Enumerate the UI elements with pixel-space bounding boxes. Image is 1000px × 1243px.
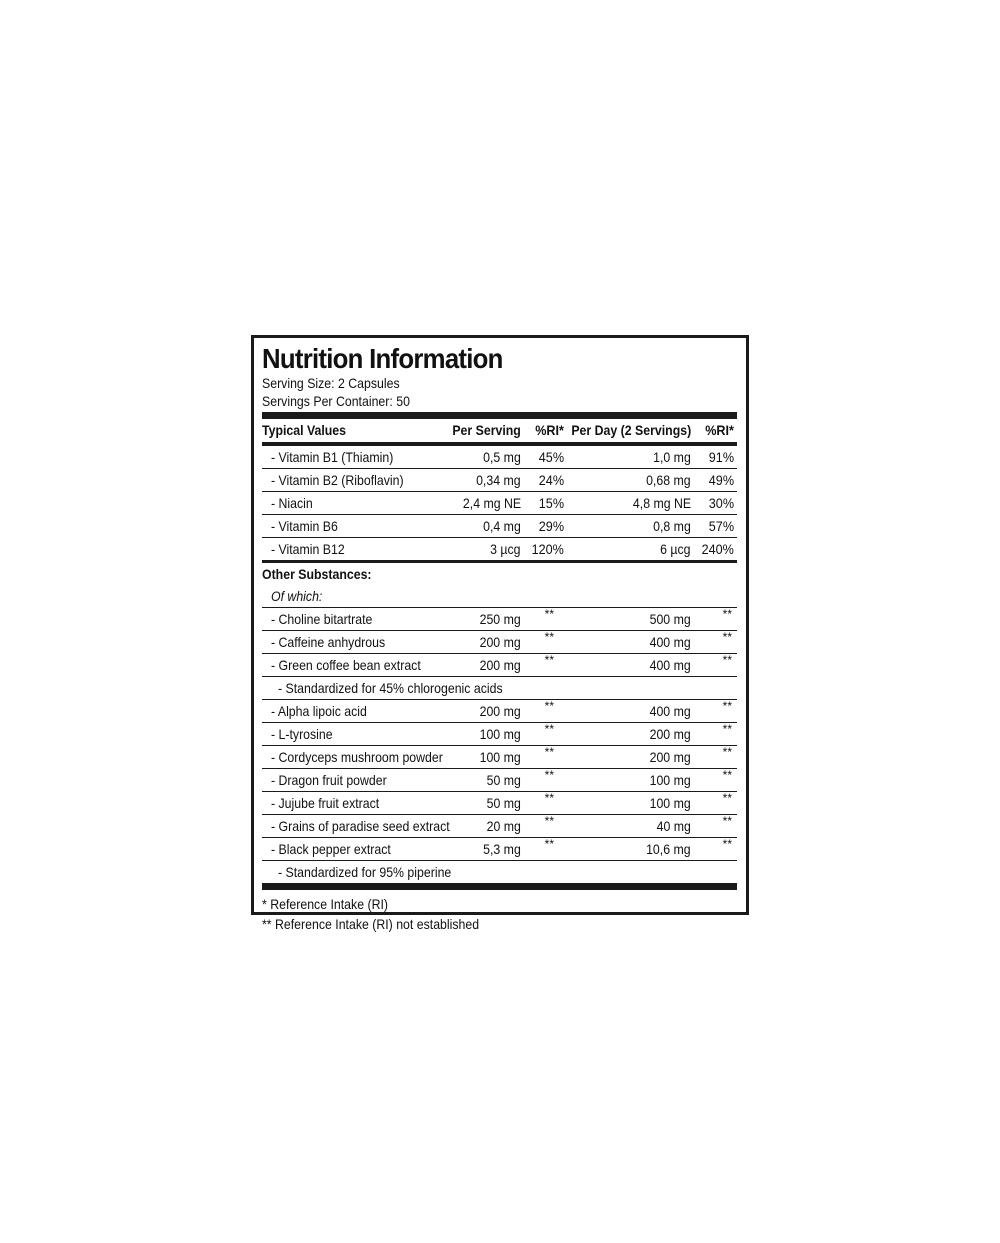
ri-value: ** [544, 768, 554, 782]
per-serving-value: 200 mg [479, 703, 521, 719]
row-name: - Vitamin B6 [271, 518, 338, 534]
table-row [262, 769, 737, 792]
header-ri-day: %RI* [705, 422, 734, 438]
ri-value: ** [544, 722, 554, 736]
note-text: - Standardized for 95% piperine [278, 864, 452, 880]
per-day-value: 10,6 mg [646, 841, 691, 857]
table-header-row [262, 419, 737, 443]
per-day-value: 200 mg [649, 726, 691, 742]
table-row [262, 515, 737, 538]
per-day-value: 6 µcg [660, 541, 691, 557]
table-row [262, 446, 737, 469]
table-row [262, 792, 737, 815]
ri-value: 29% [538, 518, 564, 534]
ri-day-value: ** [722, 837, 732, 851]
row-name: - Black pepper extract [271, 841, 391, 857]
per-serving-value: 0,4 mg [483, 518, 521, 534]
ri-value: ** [544, 814, 554, 828]
of-which-label: Of which: [271, 588, 323, 604]
per-serving-value: 100 mg [479, 749, 521, 765]
note-row [262, 861, 737, 883]
row-name: - Caffeine anhydrous [271, 634, 386, 650]
row-name: - Green coffee bean extract [271, 657, 421, 673]
thick-divider [262, 883, 737, 890]
per-serving-value: 0,34 mg [476, 472, 521, 488]
ri-day-value: 49% [708, 472, 734, 488]
nutrition-label [251, 335, 749, 932]
table-row [262, 492, 737, 515]
row-name: - L-tyrosine [271, 726, 333, 742]
ri-day-value: ** [722, 607, 732, 621]
row-name: - Jujube fruit extract [271, 795, 380, 811]
per-day-value: 100 mg [649, 795, 691, 811]
thick-divider [262, 412, 737, 419]
ri-day-value: ** [722, 814, 732, 828]
row-name: - Vitamin B12 [271, 541, 345, 557]
ri-value: ** [544, 791, 554, 805]
per-day-value: 40 mg [656, 818, 691, 834]
of-which-row [262, 585, 737, 608]
vitamins-section [262, 446, 737, 560]
row-name: - Choline bitartrate [271, 611, 373, 627]
row-name: - Vitamin B2 (Riboflavin) [271, 472, 404, 488]
per-serving-value: 100 mg [479, 726, 521, 742]
ri-value: 24% [538, 472, 564, 488]
ri-day-value: 240% [701, 541, 734, 557]
row-name: - Cordyceps mushroom powder [271, 749, 443, 765]
header-ri: %RI* [535, 422, 564, 438]
per-serving-value: 250 mg [479, 611, 521, 627]
row-name: - Vitamin B1 (Thiamin) [271, 449, 394, 465]
servings-per-container: Servings Per Container: 50 [262, 393, 410, 409]
other-substances-title: Other Substances: [262, 566, 372, 582]
row-name: - Niacin [271, 495, 313, 511]
per-day-value: 4,8 mg NE [632, 495, 691, 511]
ri-value: 120% [531, 541, 564, 557]
per-day-value: 0,68 mg [646, 472, 691, 488]
table-row [262, 700, 737, 723]
ri-value: ** [544, 607, 554, 621]
ri-value: ** [544, 653, 554, 667]
footnote-ri: * Reference Intake (RI) [262, 896, 388, 912]
per-serving-value: 3 µcg [490, 541, 521, 557]
ri-day-value: ** [722, 653, 732, 667]
table-row [262, 723, 737, 746]
ri-day-value: 57% [708, 518, 734, 534]
ri-value: ** [544, 745, 554, 759]
table-row [262, 608, 737, 631]
table-row [262, 631, 737, 654]
substances-section [262, 608, 737, 883]
header-per-day: Per Day (2 Servings) [571, 422, 691, 438]
per-day-value: 1,0 mg [653, 449, 691, 465]
table-row [262, 815, 737, 838]
ri-value: 15% [538, 495, 564, 511]
table-row [262, 469, 737, 492]
per-day-value: 100 mg [649, 772, 691, 788]
per-day-value: 0,8 mg [653, 518, 691, 534]
header-per-serving: Per Serving [452, 422, 521, 438]
ri-day-value: ** [722, 699, 732, 713]
table-row [262, 538, 737, 560]
ri-day-value: ** [722, 630, 732, 644]
per-serving-value: 50 mg [486, 772, 521, 788]
ri-day-value: 91% [708, 449, 734, 465]
per-day-value: 200 mg [649, 749, 691, 765]
ri-day-value: ** [722, 722, 732, 736]
header-typical-values: Typical Values [262, 422, 347, 438]
serving-size: Serving Size: 2 Capsules [262, 375, 400, 391]
ri-day-value: ** [722, 791, 732, 805]
per-serving-value: 5,3 mg [483, 841, 521, 857]
per-serving-value: 0,5 mg [483, 449, 521, 465]
ri-day-value: 30% [708, 495, 734, 511]
note-row [262, 677, 737, 700]
per-serving-value: 2,4 mg NE [462, 495, 521, 511]
row-name: - Alpha lipoic acid [271, 703, 367, 719]
row-name: - Dragon fruit powder [271, 772, 387, 788]
per-day-value: 400 mg [649, 703, 691, 719]
table-row [262, 654, 737, 677]
ri-value: ** [544, 699, 554, 713]
row-name: - Grains of paradise seed extract [271, 818, 450, 834]
ri-value: 45% [538, 449, 564, 465]
note-text: - Standardized for 45% chlorogenic acids [278, 680, 503, 696]
per-serving-value: 200 mg [479, 657, 521, 673]
per-day-value: 400 mg [649, 634, 691, 650]
label-title: Nutrition Information [262, 343, 503, 374]
per-serving-value: 200 mg [479, 634, 521, 650]
per-serving-value: 20 mg [486, 818, 521, 834]
ri-value: ** [544, 630, 554, 644]
table-row [262, 838, 737, 861]
ri-value: ** [544, 837, 554, 851]
per-day-value: 500 mg [649, 611, 691, 627]
ri-day-value: ** [722, 745, 732, 759]
per-serving-value: 50 mg [486, 795, 521, 811]
table-row [262, 746, 737, 769]
footnote-ri-not-established: ** Reference Intake (RI) not established [262, 916, 480, 932]
ri-day-value: ** [722, 768, 732, 782]
other-substances-heading [262, 563, 737, 585]
per-day-value: 400 mg [649, 657, 691, 673]
